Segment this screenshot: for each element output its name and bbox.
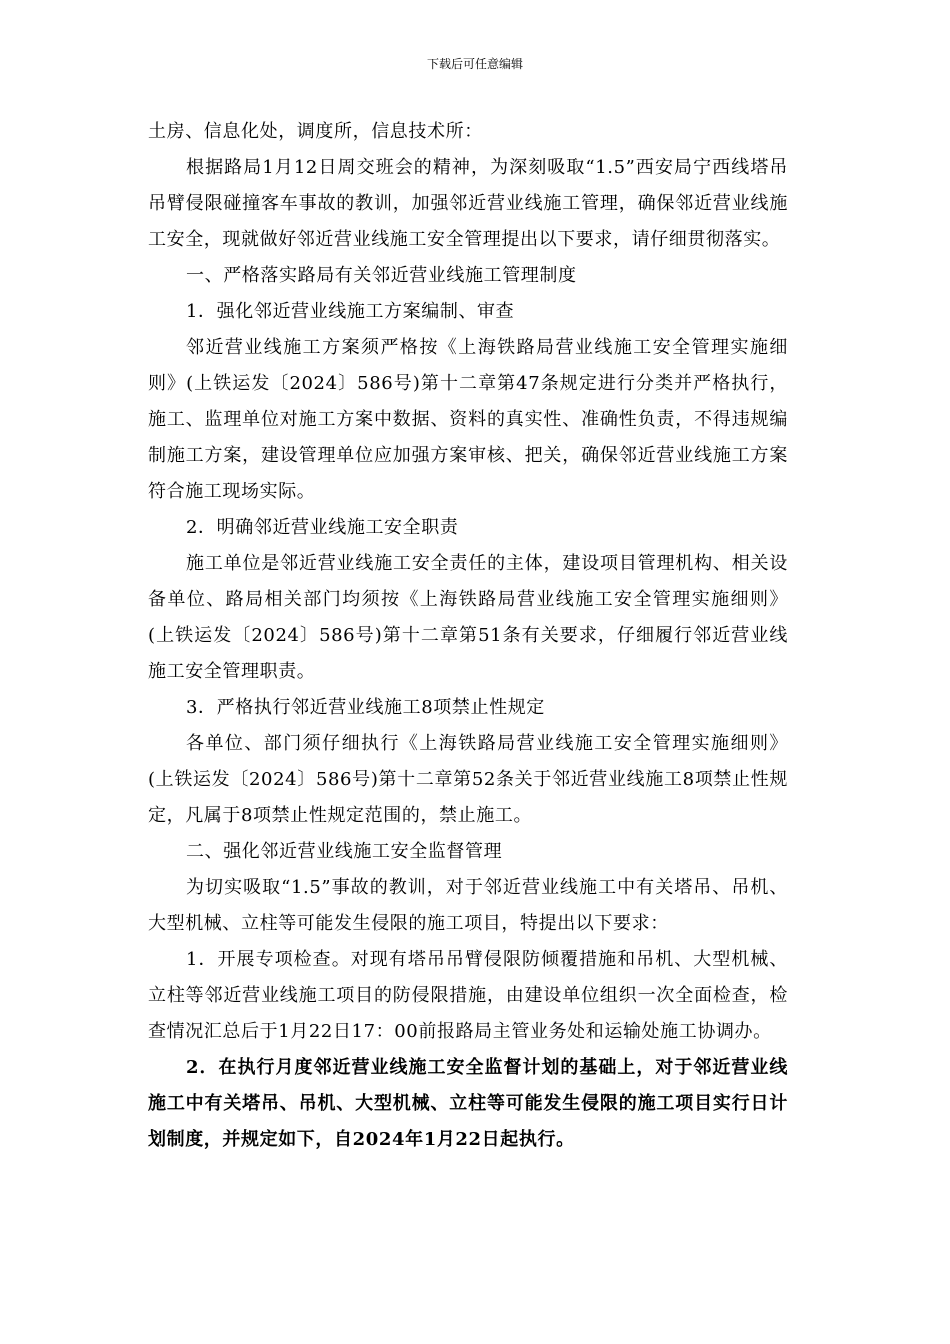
page-header-note: 下载后可任意编辑 [426, 57, 523, 71]
paragraph-1-2: 施工单位是邻近营业线施工安全责任的主体，建设项目管理机构、相关设备单位、路局相关部门均须按《上海铁路局营业线施工安全管理实施细则》(上铁运发〔2024〕586号)第十二章第51条有关要求，仔细履行邻近营业线施工安全管理职责。 [148, 553, 788, 682]
document-body [148, 114, 788, 1158]
section-heading-1: 一、严格落实路局有关邻近营业线施工管理制度 [186, 265, 577, 286]
paragraph-intro: 根据路局1月12日周交班会的精神，为深刻吸取“1.5”西安局宁西线塔吊吊臂侵限碰撞客车事故的教训，加强邻近营业线施工管理，确保邻近营业线施工安全，现就做好邻近营业线施工安全管理提出以下要求，请仔细贯彻落实。 [148, 157, 788, 250]
paragraph-2-1: 1．开展专项检查。对现有塔吊吊臂侵限防倾覆措施和吊机、大型机械、立柱等邻近营业线施工项目的防侵限措施，由建设单位组织一次全面检查，检查情况汇总后于1月22日17：00前报路局主管业务处和运输处施工协调办。 [148, 949, 788, 1042]
paragraph-recipients: 土房、信息化处，调度所，信息技术所： [148, 121, 483, 142]
paragraph-2-2-bold: 2．在执行月度邻近营业线施工安全监督计划的基础上，对于邻近营业线施工中有关塔吊、吊机、大型机械、立柱等可能发生侵限的施工项目实行日计划制度，并规定如下，自2024年1月22日起执行。 [148, 1057, 788, 1150]
subheading-1-2: 2．明确邻近营业线施工安全职责 [186, 517, 459, 538]
subheading-1-1: 1．强化邻近营业线施工方案编制、审查 [186, 301, 515, 322]
subheading-1-3: 3．严格执行邻近营业线施工8项禁止性规定 [186, 697, 545, 718]
section-heading-2: 二、强化邻近营业线施工安全监督管理 [186, 841, 503, 862]
paragraph-1-1: 邻近营业线施工方案须严格按《上海铁路局营业线施工安全管理实施细则》(上铁运发〔2024〕586号)第十二章第47条规定进行分类并严格执行，施工、监理单位对施工方案中数据、资料的真实性、准确性负责，不得违规编制施工方案，建设管理单位应加强方案审核、把关，确保邻近营业线施工方案符合施工现场实际。 [148, 337, 788, 502]
paragraph-1-3: 各单位、部门须仔细执行《上海铁路局营业线施工安全管理实施细则》(上铁运发〔2024〕586号)第十二章第52条关于邻近营业线施工8项禁止性规定，凡属于8项禁止性规定范围的，禁止施工。 [148, 733, 788, 826]
paragraph-2-intro: 为切实吸取“1.5”事故的教训，对于邻近营业线施工中有关塔吊、吊机、大型机械、立柱等可能发生侵限的施工项目，特提出以下要求： [148, 877, 788, 934]
